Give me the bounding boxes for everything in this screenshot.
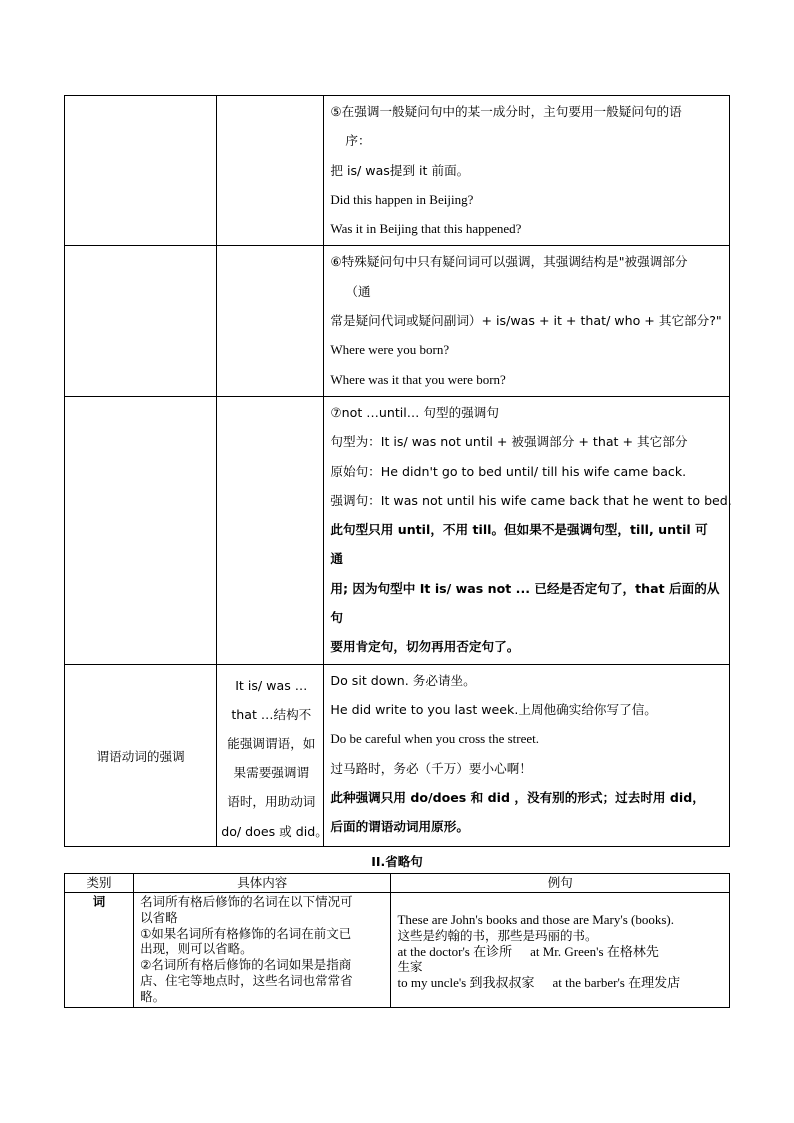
text-line: that …结构不 xyxy=(231,706,312,722)
example-text: at the doctor's 在诊所 xyxy=(397,943,513,959)
table-cell xyxy=(65,396,217,664)
text-line: 店、住宅等地点时，这些名词也常常省 xyxy=(140,972,353,988)
text-line: 名词所有格后修饰的名词在以下情况可 xyxy=(140,894,353,909)
rule-7-cell xyxy=(324,396,730,664)
table-row xyxy=(65,246,730,396)
text-line: 常是疑问代词或疑问副词）+ is/was + it + that/ who + 其它部分?" xyxy=(330,313,722,329)
text-line: do/ does 或 did。 xyxy=(221,823,328,839)
example-text: to my uncle's 到我叔叔家 xyxy=(397,975,535,991)
text-line: 序： xyxy=(345,133,371,149)
bold-note-line: 句 xyxy=(330,610,343,626)
table-row xyxy=(65,893,730,1008)
table-cell xyxy=(217,96,324,246)
text-line: 强调句：It was not until his wife came back that he went to bed. xyxy=(330,492,732,508)
example-line xyxy=(330,724,724,753)
table-cell xyxy=(217,396,324,664)
example-text: Was it in Beijing that this happened? xyxy=(330,221,522,237)
example-text: Where was it that you were born? xyxy=(330,371,506,387)
bold-note-line: 用; 因为句型中 It is/ was not ... 已经是否定句了，that 后面的从 xyxy=(330,580,720,596)
rule-5-cell xyxy=(324,96,730,246)
table-row xyxy=(65,664,730,846)
example-text: Where were you born? xyxy=(330,342,450,358)
example-line: These are John's books and those are Mary's (books). xyxy=(397,912,675,927)
examples-cell xyxy=(391,893,730,1008)
category-cell: 词 xyxy=(65,893,134,1008)
text-line: It is/ was … xyxy=(235,677,308,693)
text-line: 出现，则可以省略。 xyxy=(140,941,253,957)
column-header-category: 类别 xyxy=(65,874,134,893)
example-line xyxy=(330,214,724,243)
example-line xyxy=(330,185,724,214)
structure-note-cell xyxy=(217,664,328,846)
example-line xyxy=(397,975,725,991)
table-row xyxy=(65,96,730,246)
bold-note-line: 通 xyxy=(330,551,343,567)
example-line: 过马路时，务必（千万）要小心啊！ xyxy=(330,760,532,776)
text-line: 略。 xyxy=(140,988,166,1004)
example-text: at the barber's 在理发店 xyxy=(552,975,681,991)
example-line xyxy=(330,365,724,394)
example-line xyxy=(330,335,724,364)
text-line: ⑤在强调一般疑问句中的某一成分时，主句要用一般疑问句的语 xyxy=(330,104,682,119)
section-title: II.省略句 xyxy=(371,854,423,869)
content-cell xyxy=(134,893,391,1008)
text-line: 能强调谓语，如 xyxy=(227,736,316,752)
text-line: ⑥特殊疑问句中只有疑问词可以强调，其强调结构是"被强调部分 xyxy=(330,254,688,270)
text-line: （通 xyxy=(345,283,371,299)
example-line: 生家 xyxy=(397,959,423,975)
text-line: 语时，用助动词 xyxy=(227,794,316,810)
bold-note-line: 要用肯定句，切勿再用否定句了。 xyxy=(330,639,520,655)
table-row xyxy=(65,396,730,664)
text-line: 原始句：He didn't go to bed until/ till his wife came back. xyxy=(330,463,687,479)
table-cell xyxy=(65,246,217,396)
table-header-row xyxy=(65,874,730,893)
rule-6-cell xyxy=(324,246,730,396)
text-line: ⑦not …until… 句型的强调句 xyxy=(330,404,499,420)
bold-note-line: 后面的谓语动词用原形。 xyxy=(330,819,469,835)
text-line: 句型为：It is/ was not until + 被强调部分 + that + 其它部分 xyxy=(330,434,688,450)
text-line: 果需要强调谓 xyxy=(233,765,310,781)
bold-note-line: 此种强调只用 do/does 和 did ，没有别的形式；过去时用 did， xyxy=(330,789,705,805)
bold-note-line: 此句型只用 until，不用 till。但如果不是强调句型，till, until 可 xyxy=(330,522,708,538)
example-text: Did this happen in Beijing? xyxy=(330,191,474,207)
example-text: Do be careful when you cross the street. xyxy=(330,731,540,747)
table-cell xyxy=(65,96,217,246)
text-line: ②名词所有格后修饰的名词如果是指商 xyxy=(140,957,352,973)
example-line: 这些是约翰的书，那些是玛丽的书。 xyxy=(397,927,598,943)
table-cell xyxy=(217,246,324,396)
emphasis-table xyxy=(64,95,730,847)
text-line: 以省略 xyxy=(140,909,178,925)
predicate-examples-cell xyxy=(324,664,730,846)
predicate-emphasis-label: 谓语动词的强调 xyxy=(65,664,217,846)
column-header-content: 具体内容 xyxy=(134,874,391,893)
text-line: 把 is/ was提到 it 前面。 xyxy=(330,162,470,178)
example-line xyxy=(397,944,725,960)
example-line: Do sit down. 务必请坐。 xyxy=(330,672,476,688)
example-line: He did write to you last week.上周他确实给你写了信。 xyxy=(330,701,657,717)
ellipsis-table xyxy=(64,873,730,1008)
text-line: ①如果名词所有格修饰的名词在前文已 xyxy=(140,925,352,941)
example-text: at Mr. Green's 在格林先 xyxy=(530,943,659,959)
column-header-examples: 例句 xyxy=(391,874,730,893)
